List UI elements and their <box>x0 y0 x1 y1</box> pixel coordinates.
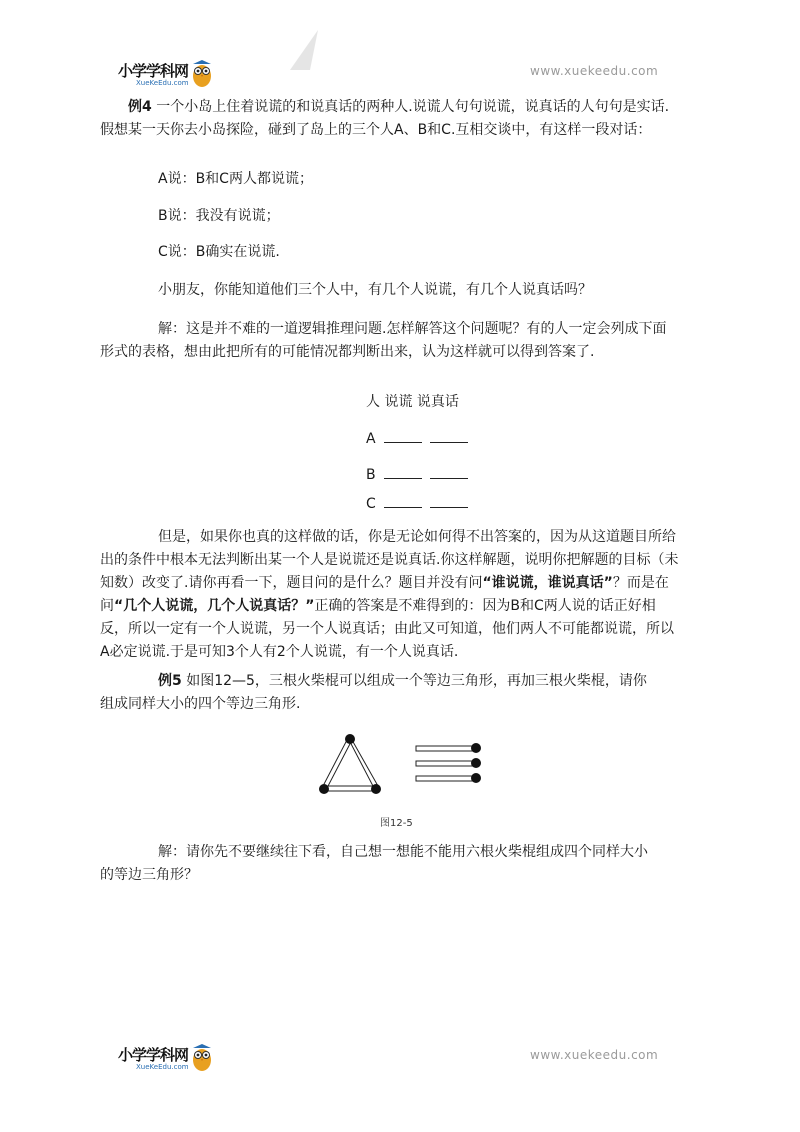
example5-solution: 解：请你先不要继续往下看，自己想一想能不能用六根火柴棍组成四个同样大小的等边三角形？ <box>100 844 648 883</box>
match-head <box>471 758 481 768</box>
analysis-quote2: “几个人说谎，几个人说真话？” <box>114 598 315 614</box>
logo-text: 小学学科网 <box>118 1046 189 1064</box>
blank-line <box>384 466 422 479</box>
table-header: 人 说谎 说真话 <box>366 394 459 410</box>
table-row-a <box>366 429 468 449</box>
example4-label: 例4 <box>128 99 152 115</box>
analysis-part1: 但是，如果你也真的这样做的话，你是无论如何得不出答案的，因为从这道题目所给出的条件中根本无法判断出某一个人是说谎还是说真话.你这样解题，说明你把解题的目标（未知数）改变了.请你再看一下，题目问的是什么？题目并没有问 <box>100 529 679 591</box>
blank-line <box>430 466 468 479</box>
example5-paragraph <box>100 670 660 716</box>
analysis-part3: 正确的答案是不难得到的：因为B和C两人说的话正好相反，所以一定有一个人说谎，另一个人说真话；由此又可知道，他们两人不可能都说谎，所以A必定说谎.于是可知3个人有2个人说谎，有一个人说真话. <box>100 598 674 660</box>
blank-line <box>430 430 468 443</box>
header-logo <box>110 54 206 94</box>
table-row-label: C <box>366 496 376 512</box>
dialog-a: A说：B和C两人都说谎； <box>158 171 313 187</box>
logo-subtext: XueKeEdu.com <box>136 79 189 87</box>
header-site-url: www.xuekeedu.com <box>530 64 659 78</box>
analysis-part2: ？而是在问 <box>100 575 669 614</box>
footer-site-url: www.xuekeedu.com <box>530 1048 659 1062</box>
match-head <box>471 743 481 753</box>
matchstick-figure <box>310 728 490 808</box>
watermark-decoration <box>290 30 320 70</box>
owl-mascot-icon <box>190 1042 214 1072</box>
table-row-label: B <box>366 467 376 483</box>
analysis-quote1: “谁说谎，谁说真话” <box>482 575 613 591</box>
analysis-paragraph <box>100 526 680 664</box>
question-text: 小朋友，你能知道他们三个人中，有几个人说谎，有几个人说真话吗？ <box>158 282 592 298</box>
figure-caption: 图12-5 <box>380 818 413 829</box>
table-row-c <box>366 494 468 514</box>
example4-text: 一个小岛上住着说谎的和说真话的两种人.说谎人句句说谎，说真话的人句句是实话.假想某一天你去小岛探险，碰到了岛上的三个人A、B和C.互相交谈中，有这样一段对话： <box>100 99 670 138</box>
blank-line <box>430 495 468 508</box>
dialog-b: B说：我没有说谎； <box>158 208 280 224</box>
match-head <box>471 773 481 783</box>
example5-label: 例5 <box>158 673 182 689</box>
blank-line <box>384 430 422 443</box>
match-head <box>371 784 381 794</box>
example4-paragraph <box>100 96 680 142</box>
solution-paragraph: 解：这是并不难的一道逻辑推理问题.怎样解答这个问题呢？有的人一定会列成下面形式的表格，想由此把所有的可能情况都判断出来，认为这样就可以得到答案了. <box>100 321 667 360</box>
footer-logo <box>110 1038 206 1078</box>
matchstick-triangle <box>323 738 378 791</box>
dialog-c: C说：B确实在说谎. <box>158 244 280 260</box>
blank-line <box>384 495 422 508</box>
loose-matchsticks <box>416 746 474 781</box>
table-row-b <box>366 465 468 485</box>
table-row-label: A <box>366 431 376 447</box>
owl-mascot-icon <box>190 58 214 88</box>
logo-subtext: XueKeEdu.com <box>136 1063 189 1071</box>
logo-text: 小学学科网 <box>118 62 189 80</box>
match-head <box>319 784 329 794</box>
example5-text: 如图12—5，三根火柴棍可以组成一个等边三角形，再加三根火柴棍，请你组成同样大小的四个等边三角形. <box>100 673 647 712</box>
match-head <box>345 734 355 744</box>
